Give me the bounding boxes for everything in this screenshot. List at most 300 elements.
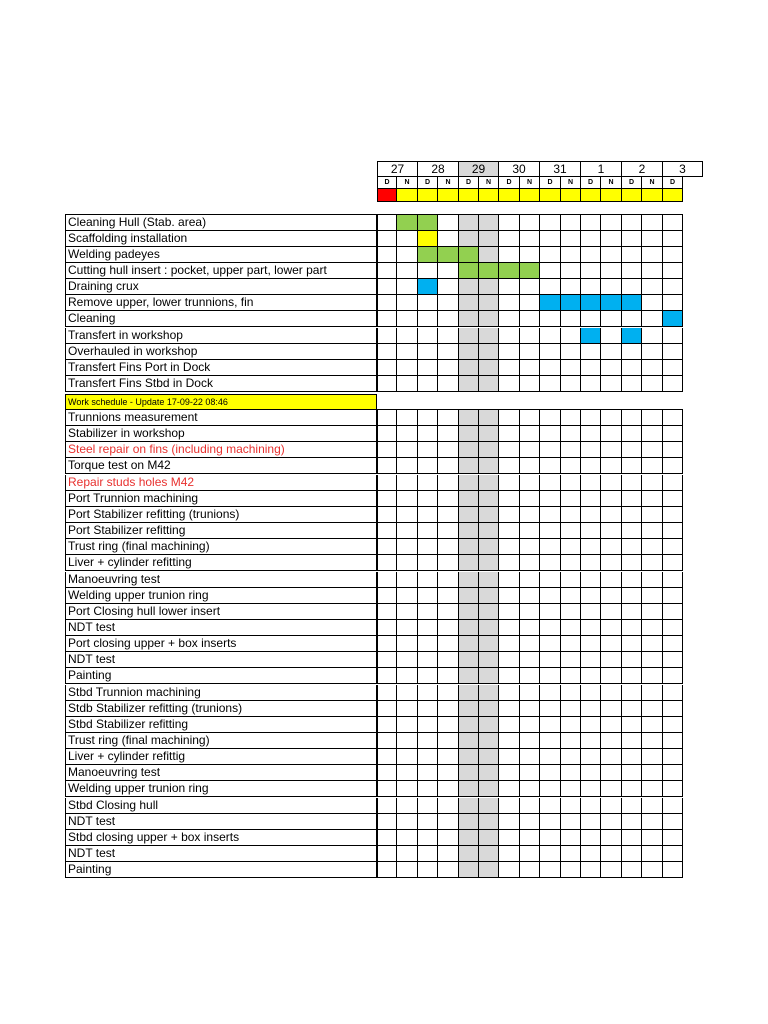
grid-cell [459,376,479,392]
grid-cell [581,636,601,652]
grid-cell [377,862,397,878]
grid-cell [438,636,459,652]
grid-cell [601,328,622,344]
grid-cell [377,604,397,620]
grid-cell [418,376,438,392]
grid-cell [642,588,663,604]
grid-cell [397,733,418,749]
grid-cell [622,279,642,295]
grid-cell [540,668,561,684]
grid-cell [663,263,683,279]
grid-cell [438,458,459,474]
grid-cell [540,814,561,830]
task-label: Stabilizer in workshop [65,426,377,442]
grid-cell [540,781,561,797]
grid-cell [479,426,499,442]
grid-cell [561,701,581,717]
task-label: Welding upper trunion ring [65,588,377,604]
grid-cell [581,426,601,442]
grid-cell [622,491,642,507]
grid-cell [520,344,540,360]
grid-cell [377,539,397,555]
grid-cell [561,214,581,231]
grid-cell [418,620,438,636]
grid-cell [642,295,663,311]
shift-bar [520,189,540,202]
grid-cell [459,846,479,862]
grid-cell [459,717,479,733]
grid-cell [459,620,479,636]
grid-cell [601,765,622,781]
grid-cell [581,717,601,733]
grid-cell [499,555,520,571]
grid-cell [642,668,663,684]
grid-cell [622,263,642,279]
grid-cell [520,214,540,231]
grid-cell [540,475,561,491]
shift-bar [561,189,581,202]
shift-label: N [438,177,459,189]
grid-cell [520,862,540,878]
grid-cell [520,523,540,539]
grid-cell [499,328,520,344]
grid-cell [581,652,601,668]
shift-label: N [642,177,663,189]
grid-cell [561,311,581,327]
grid-cell [622,765,642,781]
grid-cell [540,360,561,376]
grid-cell [622,749,642,765]
grid-cell [418,636,438,652]
grid-cell [581,214,601,231]
grid-cell [663,636,683,652]
grid-cell [642,798,663,814]
grid-cell [561,279,581,295]
grid-cell [479,491,499,507]
grid-cell [642,604,663,620]
grid-cell [499,749,520,765]
grid-cell [561,442,581,458]
shift-bar [438,189,459,202]
task-label: Port closing upper + box inserts [65,636,377,652]
grid-cell [438,781,459,797]
grid-cell [663,279,683,295]
grid-cell [479,247,499,263]
grid-cell [520,717,540,733]
task-label: Manoeuvring test [65,765,377,781]
grid-cell [499,572,520,588]
grid-cell [601,733,622,749]
grid-cell [561,765,581,781]
grid-cell [520,491,540,507]
task-label: NDT test [65,814,377,830]
grid-cell [479,765,499,781]
grid-cell [663,749,683,765]
grid-cell [540,214,561,231]
task-label: Scaffolding installation [65,231,377,247]
grid-cell [520,409,540,426]
grid-cell [418,328,438,344]
grid-cell [459,295,479,311]
grid-cell [540,231,561,247]
grid-cell [397,458,418,474]
grid-cell [622,685,642,701]
schedule-bar [499,263,520,279]
grid-cell [397,344,418,360]
task-label: NDT test [65,652,377,668]
schedule-bar [459,247,479,263]
grid-cell [642,475,663,491]
grid-cell [601,717,622,733]
grid-cell [561,830,581,846]
grid-cell [642,765,663,781]
grid-cell [377,311,397,327]
grid-cell [418,798,438,814]
grid-cell [418,555,438,571]
grid-cell [438,279,459,295]
grid-cell [540,279,561,295]
grid-cell [622,231,642,247]
grid-cell [499,652,520,668]
grid-cell [479,231,499,247]
grid-cell [377,717,397,733]
grid-cell [540,442,561,458]
task-label: Cleaning Hull (Stab. area) [65,214,377,231]
grid-cell [377,295,397,311]
shift-bar [663,189,683,202]
grid-cell [561,781,581,797]
shift-bar [622,189,642,202]
grid-cell [438,214,459,231]
grid-cell [642,846,663,862]
grid-cell [581,263,601,279]
shift-bar [581,189,601,202]
grid-cell [397,409,418,426]
shift-label: N [479,177,499,189]
grid-cell [418,295,438,311]
task-label: Torque test on M42 [65,458,377,474]
grid-cell [601,523,622,539]
grid-cell [581,458,601,474]
grid-cell [418,733,438,749]
grid-cell [520,668,540,684]
grid-cell [499,231,520,247]
grid-cell [459,588,479,604]
grid-cell [642,572,663,588]
grid-cell [663,733,683,749]
grid-cell [561,539,581,555]
grid-cell [540,507,561,523]
grid-cell [540,620,561,636]
grid-cell [459,458,479,474]
grid-cell [581,442,601,458]
grid-cell [520,328,540,344]
grid-cell [642,507,663,523]
shift-bar [540,189,561,202]
grid-cell [459,830,479,846]
grid-cell [499,668,520,684]
grid-cell [581,620,601,636]
grid-cell [520,781,540,797]
grid-cell [499,458,520,474]
grid-cell [479,458,499,474]
grid-cell [397,620,418,636]
grid-cell [459,344,479,360]
schedule-bar [418,231,438,247]
grid-cell [377,701,397,717]
grid-cell [663,798,683,814]
grid-cell [459,733,479,749]
grid-cell [479,311,499,327]
grid-cell [642,862,663,878]
day-number: 3 [663,161,703,177]
shift-label: N [397,177,418,189]
grid-cell [601,426,622,442]
grid-cell [397,555,418,571]
grid-cell [642,376,663,392]
grid-cell [663,588,683,604]
grid-cell [581,846,601,862]
grid-cell [581,376,601,392]
task-label: Cutting hull insert : pocket, upper part, lower part [65,263,377,279]
grid-cell [581,733,601,749]
grid-cell [459,798,479,814]
grid-cell [418,717,438,733]
task-label: Draining crux [65,279,377,295]
grid-cell [377,620,397,636]
grid-cell [520,620,540,636]
grid-cell [438,311,459,327]
grid-cell [397,798,418,814]
grid-cell [581,279,601,295]
grid-cell [438,442,459,458]
task-label: NDT test [65,620,377,636]
grid-cell [459,749,479,765]
grid-cell [663,247,683,263]
shift-bar [601,189,622,202]
grid-cell [438,588,459,604]
shift-label: D [581,177,601,189]
task-label: Painting [65,862,377,878]
grid-cell [459,572,479,588]
grid-cell [601,814,622,830]
grid-cell [479,523,499,539]
grid-cell [377,442,397,458]
grid-cell [520,749,540,765]
day-number: 29 [459,161,499,177]
grid-cell [642,426,663,442]
grid-cell [418,814,438,830]
grid-cell [540,798,561,814]
grid-cell [479,295,499,311]
grid-cell [581,668,601,684]
grid-cell [663,620,683,636]
grid-cell [581,555,601,571]
grid-cell [499,507,520,523]
grid-cell [663,360,683,376]
grid-cell [601,376,622,392]
grid-cell [561,555,581,571]
grid-cell [642,781,663,797]
grid-cell [377,652,397,668]
grid-cell [377,344,397,360]
task-label: Port Closing hull lower insert [65,604,377,620]
grid-cell [377,814,397,830]
grid-cell [601,636,622,652]
task-label: Stbd Closing hull [65,798,377,814]
grid-cell [459,781,479,797]
grid-cell [479,636,499,652]
grid-cell [663,523,683,539]
grid-cell [663,442,683,458]
grid-cell [601,231,622,247]
grid-cell [601,214,622,231]
grid-cell [561,376,581,392]
grid-cell [479,749,499,765]
grid-cell [377,491,397,507]
grid-cell [499,733,520,749]
schedule-bar [418,247,438,263]
grid-cell [377,376,397,392]
grid-cell [540,311,561,327]
grid-cell [601,588,622,604]
grid-cell [540,765,561,781]
grid-cell [601,507,622,523]
grid-cell [418,572,438,588]
grid-cell [397,539,418,555]
grid-cell [561,231,581,247]
grid-cell [438,376,459,392]
shift-bar [479,189,499,202]
schedule-bar [438,247,459,263]
grid-cell [642,620,663,636]
grid-cell [418,409,438,426]
grid-cell [601,442,622,458]
grid-cell [397,814,418,830]
grid-cell [581,523,601,539]
grid-cell [561,344,581,360]
grid-cell [438,668,459,684]
grid-cell [520,311,540,327]
grid-cell [540,555,561,571]
grid-cell [540,539,561,555]
grid-cell [601,539,622,555]
task-label: Stdb Stabilizer refitting (trunions) [65,701,377,717]
grid-cell [540,458,561,474]
grid-cell [642,652,663,668]
grid-cell [397,717,418,733]
grid-cell [540,523,561,539]
grid-cell [479,588,499,604]
grid-cell [622,523,642,539]
grid-cell [540,376,561,392]
grid-cell [540,701,561,717]
grid-cell [540,846,561,862]
grid-cell [642,263,663,279]
grid-cell [479,798,499,814]
grid-cell [479,409,499,426]
grid-cell [581,311,601,327]
grid-cell [642,701,663,717]
schedule-bar [479,263,499,279]
grid-cell [397,247,418,263]
grid-cell [663,295,683,311]
grid-cell [642,491,663,507]
grid-cell [581,814,601,830]
grid-cell [397,491,418,507]
grid-cell [499,360,520,376]
task-label: Trunnions measurement [65,409,377,426]
grid-cell [397,685,418,701]
grid-cell [622,798,642,814]
grid-cell [499,279,520,295]
grid-cell [377,426,397,442]
grid-cell [520,539,540,555]
grid-cell [622,620,642,636]
grid-cell [520,247,540,263]
grid-cell [642,247,663,263]
grid-cell [459,862,479,878]
grid-cell [499,247,520,263]
grid-cell [540,636,561,652]
grid-cell [622,604,642,620]
grid-cell [377,523,397,539]
grid-cell [520,555,540,571]
grid-cell [663,491,683,507]
task-label: Port Stabilizer refitting [65,523,377,539]
grid-cell [663,231,683,247]
grid-cell [438,652,459,668]
grid-cell [499,620,520,636]
grid-cell [418,668,438,684]
grid-cell [377,214,397,231]
grid-cell [561,814,581,830]
shift-label: D [663,177,683,189]
grid-cell [377,555,397,571]
grid-cell [418,862,438,878]
grid-cell [642,279,663,295]
grid-cell [397,765,418,781]
grid-cell [642,409,663,426]
grid-cell [438,862,459,878]
task-label: Manoeuvring test [65,572,377,588]
grid-cell [479,620,499,636]
grid-cell [601,749,622,765]
grid-cell [520,458,540,474]
grid-cell [459,555,479,571]
grid-cell [561,685,581,701]
grid-cell [520,636,540,652]
grid-cell [377,685,397,701]
grid-cell [438,701,459,717]
grid-cell [561,717,581,733]
grid-cell [581,749,601,765]
grid-cell [377,733,397,749]
grid-cell [479,572,499,588]
schedule-bar [418,214,438,231]
grid-cell [459,604,479,620]
grid-cell [663,572,683,588]
grid-cell [479,604,499,620]
grid-cell [418,846,438,862]
grid-cell [377,765,397,781]
grid-cell [601,604,622,620]
grid-cell [622,344,642,360]
grid-cell [479,668,499,684]
grid-cell [601,572,622,588]
grid-cell [438,231,459,247]
schedule-bar [418,279,438,295]
